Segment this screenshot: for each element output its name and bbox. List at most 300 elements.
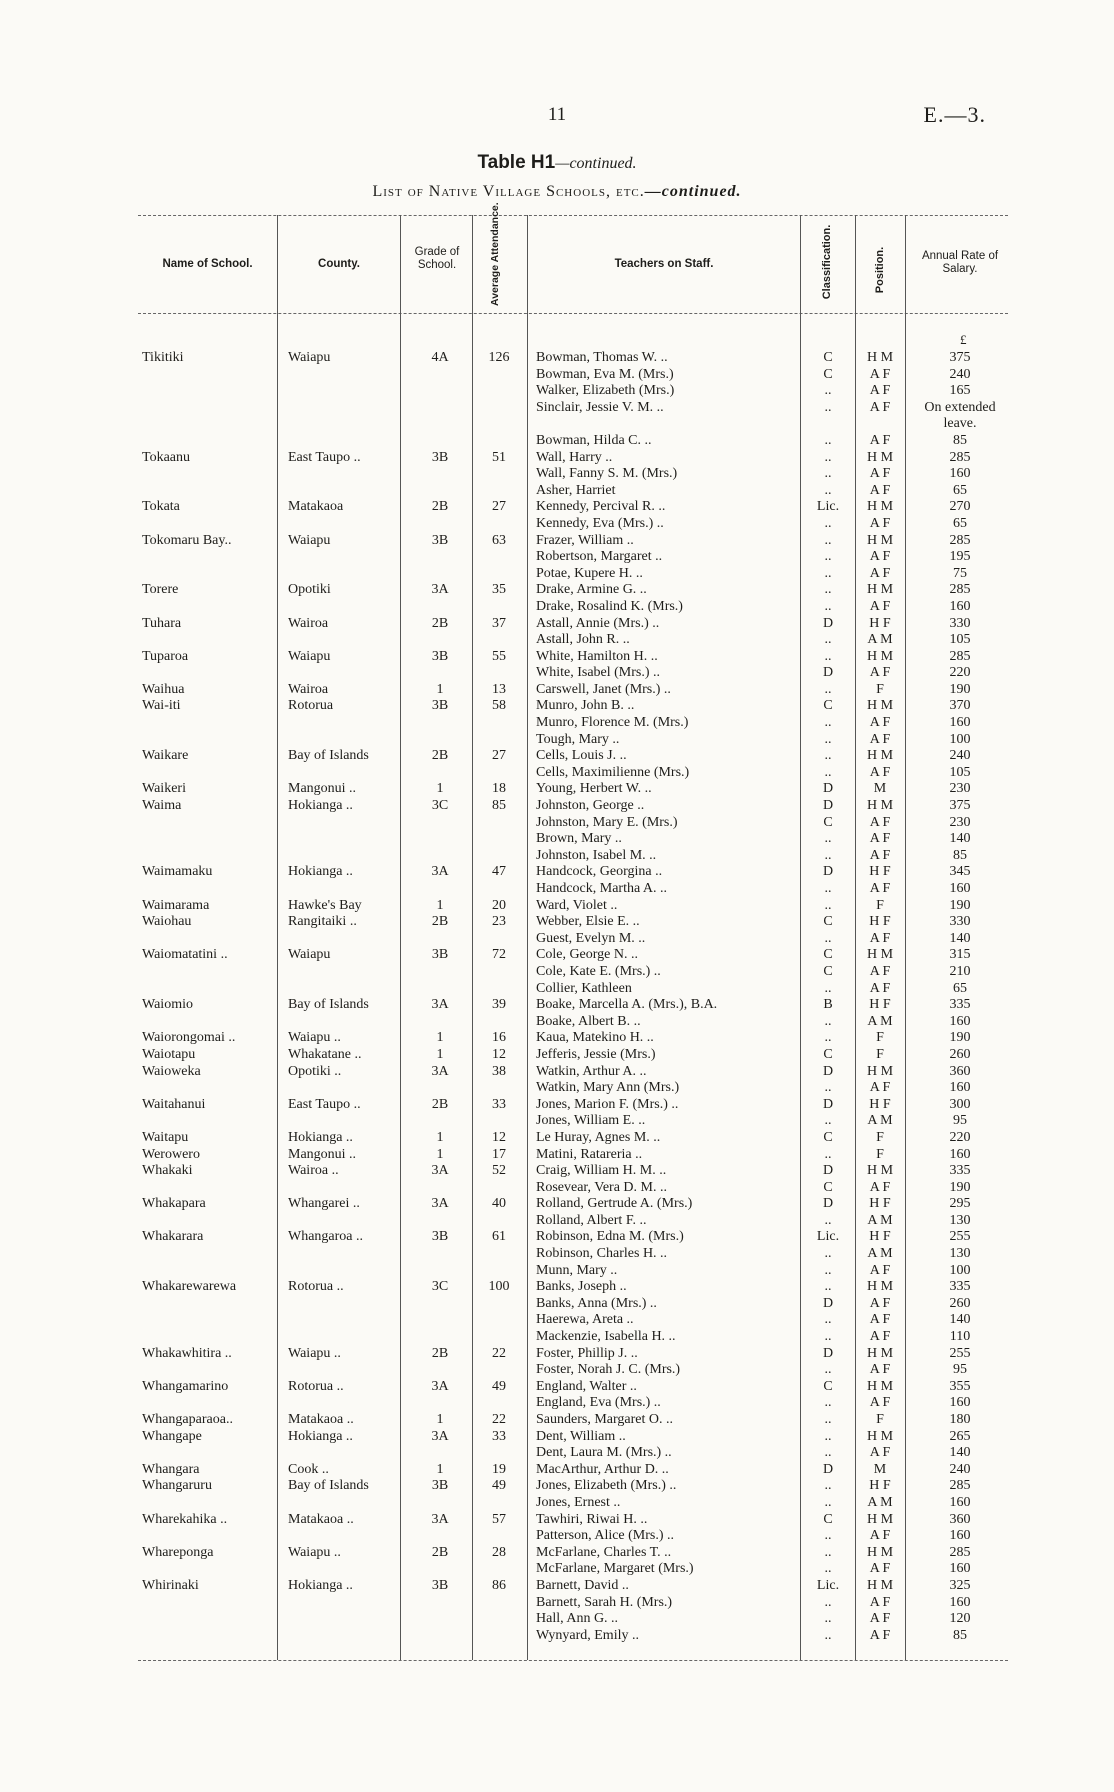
attendance: 40 (492, 1196, 506, 1212)
position: A F (869, 1395, 891, 1411)
salary-rate: 285 (949, 532, 971, 548)
classification: C (823, 947, 833, 963)
classification: D (822, 615, 834, 631)
attendance: 49 (492, 1378, 506, 1394)
table-row (0, 732, 1114, 749)
position: H M (866, 1378, 894, 1394)
teacher-name: Kennedy, Eva (Mrs.) .. (536, 515, 664, 531)
position: F (876, 1030, 884, 1046)
salary-rate: 65 (953, 980, 967, 996)
position: H F (869, 1196, 891, 1212)
school-name: Waiomatatini .. (142, 947, 228, 963)
classification: .. (824, 930, 832, 946)
county: Cook .. (288, 1461, 329, 1477)
salary-rate: 345 (949, 864, 971, 880)
teacher-name: Boake, Marcella A. (Mrs.), B.A. (536, 997, 718, 1013)
salary-rate: 195 (949, 549, 971, 565)
position: A F (869, 1611, 891, 1627)
position: A M (867, 1494, 893, 1510)
classification: .. (824, 1262, 832, 1278)
table-row (0, 1329, 1114, 1346)
position: H M (866, 1063, 894, 1079)
grade: 3B (431, 532, 449, 548)
table-row (0, 1030, 1114, 1047)
position: F (876, 1412, 884, 1427)
position: A F (869, 930, 891, 946)
classification: C (823, 1179, 833, 1195)
grade: 2B (431, 748, 449, 764)
table-row (0, 848, 1114, 865)
county: Hawke's Bay (288, 897, 362, 913)
table-row (0, 765, 1114, 782)
teacher-name: Haerewa, Areta .. (536, 1312, 634, 1328)
classification: D (822, 1163, 834, 1179)
county: Whangaroa .. (288, 1229, 364, 1245)
classification: .. (824, 1544, 832, 1560)
grade: 1 (436, 681, 444, 697)
salary-rate: 160 (949, 1013, 971, 1029)
table-row (0, 715, 1114, 732)
county: Mangonui .. (288, 1146, 357, 1162)
table-row (0, 383, 1114, 400)
salary-rate: 230 (949, 781, 971, 797)
table-row (0, 1611, 1114, 1628)
position: A F (869, 1362, 891, 1378)
attendance: 126 (488, 350, 510, 365)
table-row (0, 1379, 1114, 1396)
school-name: Whakarara (142, 1229, 204, 1245)
salary-rate: 85 (953, 1627, 967, 1643)
school-name: Waimarama (142, 897, 210, 913)
table-row (0, 1014, 1114, 1031)
county: Rangitaiki .. (288, 914, 357, 930)
classification: .. (824, 1611, 832, 1627)
header-school: Name of School. (162, 258, 253, 270)
header-classification: Classification. (821, 224, 833, 300)
position: H M (866, 449, 894, 465)
salary-rate: 190 (949, 1179, 971, 1195)
position: A F (869, 515, 891, 531)
salary-rate: 255 (949, 1229, 971, 1245)
header-county: County. (318, 258, 360, 270)
classification: D (822, 1063, 834, 1079)
classification: .. (824, 831, 832, 847)
table-row (0, 914, 1114, 931)
grade: 4A (431, 350, 449, 365)
attendance: 23 (492, 914, 506, 930)
county: Waiapu .. (288, 1345, 341, 1361)
attendance: 55 (492, 648, 506, 664)
salary-rate: 325 (949, 1577, 971, 1593)
school-name: Tikitiki (142, 350, 184, 365)
classification: .. (824, 1395, 832, 1411)
teacher-name: Astall, Annie (Mrs.) .. (536, 615, 660, 631)
teacher-name: Foster, Phillip J. .. (536, 1345, 638, 1361)
teacher-name: Banks, Anna (Mrs.) .. (536, 1295, 657, 1311)
position: A F (869, 980, 891, 996)
salary-rate: 360 (949, 1063, 971, 1079)
classification: C (823, 914, 833, 930)
teacher-name: Cells, Louis J. .. (536, 748, 627, 764)
salary-rate: 140 (949, 930, 971, 946)
county: Rotorua (288, 698, 334, 714)
table-row (0, 400, 1114, 417)
attendance: 63 (492, 532, 506, 548)
classification: D (822, 1196, 834, 1212)
county: Rotorua .. (288, 1279, 344, 1295)
table-bottom-rule (138, 1660, 1008, 1661)
position: H M (866, 798, 894, 814)
teacher-name: Collier, Kathleen (536, 980, 632, 996)
classification: .. (824, 1412, 832, 1427)
table-row (0, 1279, 1114, 1296)
attendance: 18 (492, 781, 506, 797)
attendance: 17 (492, 1146, 506, 1162)
classification: C (823, 1129, 833, 1145)
position: A F (869, 1329, 891, 1345)
school-name: Werowero (142, 1146, 200, 1162)
salary-rate: 355 (949, 1378, 971, 1394)
attendance: 27 (492, 748, 506, 764)
grade: 1 (436, 781, 444, 797)
grade: 3B (431, 1577, 449, 1593)
position: A F (869, 715, 891, 731)
county: Matakaoa .. (288, 1511, 354, 1527)
teacher-name: Young, Herbert W. .. (536, 781, 652, 797)
county: Waiapu (288, 947, 331, 963)
classification: .. (824, 449, 832, 465)
table-row (0, 1478, 1114, 1495)
teacher-name: Ward, Violet .. (536, 897, 618, 913)
grade: 2B (431, 1544, 449, 1560)
teacher-name: MacArthur, Arthur D. .. (536, 1461, 669, 1477)
teacher-name: Robinson, Edna M. (Mrs.) (536, 1229, 684, 1245)
position: A F (869, 1312, 891, 1328)
table-row (0, 781, 1114, 798)
table-row (0, 881, 1114, 898)
table-row (0, 1196, 1114, 1213)
position: A M (867, 1212, 893, 1228)
table-body (0, 350, 1114, 1644)
classification: .. (824, 1494, 832, 1510)
grade: 3C (431, 798, 449, 814)
table-title-main: Table H1 (477, 152, 556, 173)
teacher-name: Jefferis, Jessie (Mrs.) (536, 1046, 656, 1062)
grade: 3A (431, 1196, 449, 1212)
classification: .. (824, 515, 832, 531)
salary-rate: 140 (949, 1312, 971, 1328)
grade: 3B (431, 1478, 449, 1494)
table-row (0, 1561, 1114, 1578)
teacher-name: Barnett, Sarah H. (Mrs.) (536, 1594, 673, 1610)
table-row (0, 533, 1114, 550)
grade: 3B (431, 648, 449, 664)
attendance: 27 (492, 499, 506, 515)
classification: D (822, 798, 834, 814)
attendance: 13 (492, 681, 506, 697)
salary-rate: 265 (949, 1428, 971, 1444)
salary-rate: 230 (949, 814, 971, 830)
classification: .. (824, 1445, 832, 1461)
table-row (0, 1412, 1114, 1429)
salary-rate: 160 (949, 1146, 971, 1162)
position: F (876, 681, 884, 697)
teacher-name: Wynyard, Emily .. (536, 1627, 639, 1643)
salary-rate: 270 (949, 499, 971, 515)
grade: 1 (436, 1461, 444, 1477)
header-rate: Annual Rate of Salary. (921, 250, 999, 275)
classification: .. (824, 1113, 832, 1129)
position: H M (866, 582, 894, 598)
position: H M (866, 1345, 894, 1361)
grade: 3A (431, 582, 449, 598)
position: H M (866, 1577, 894, 1593)
grade: 3A (431, 1163, 449, 1179)
table-row (0, 1578, 1114, 1595)
table-subtitle-suffix: —continued. (644, 183, 742, 200)
table-row (0, 1097, 1114, 1114)
teacher-name: Sinclair, Jessie V. M. .. (536, 399, 664, 415)
teacher-name: Wall, Harry .. (536, 449, 613, 465)
classification: .. (824, 1561, 832, 1577)
salary-rate: 105 (949, 764, 971, 780)
county: Waiapu (288, 532, 331, 548)
salary-rate: 335 (949, 1163, 971, 1179)
attendance: 61 (492, 1229, 506, 1245)
teacher-name: Webber, Elsie E. .. (536, 914, 640, 930)
classification: .. (824, 1478, 832, 1494)
salary-rate: 100 (949, 1262, 971, 1278)
grade: 2B (431, 1096, 449, 1112)
salary-rate: 95 (953, 1113, 967, 1129)
attendance: 12 (492, 1046, 506, 1062)
position: H M (866, 1511, 894, 1527)
school-name: Waitahanui (142, 1096, 206, 1112)
table-row (0, 748, 1114, 765)
table-row (0, 1213, 1114, 1230)
grade: 1 (436, 1129, 444, 1145)
salary-rate: 95 (953, 1362, 967, 1378)
teacher-name: Munro, John B. .. (536, 698, 635, 714)
classification: .. (824, 648, 832, 664)
attendance: 47 (492, 864, 506, 880)
position: A F (869, 1295, 891, 1311)
classification: .. (824, 1146, 832, 1162)
school-name: Whangara (142, 1461, 200, 1477)
county: Hokianga .. (288, 864, 353, 880)
grade: 3A (431, 1511, 449, 1527)
teacher-name: Drake, Rosalind K. (Mrs.) (536, 598, 683, 614)
school-name: Whangaruru (142, 1478, 212, 1494)
salary-rate: 160 (949, 1080, 971, 1096)
position: A F (869, 731, 891, 747)
county: Bay of Islands (288, 997, 369, 1013)
school-name: Wharekahika .. (142, 1511, 228, 1527)
salary-rate: 140 (949, 831, 971, 847)
attendance: 20 (492, 897, 506, 913)
county: Wairoa .. (288, 1163, 339, 1179)
grade: 3A (431, 864, 449, 880)
teacher-name: Saunders, Margaret O. .. (536, 1412, 673, 1427)
attendance: 51 (492, 449, 506, 465)
position: A F (869, 432, 891, 448)
table-row (0, 483, 1114, 500)
salary-rate: 370 (949, 698, 971, 714)
table-row (0, 499, 1114, 516)
position: A F (869, 665, 891, 681)
county: East Taupo .. (288, 449, 361, 465)
table-row (0, 981, 1114, 998)
county: Hokianga .. (288, 1129, 353, 1145)
position: M (873, 1461, 887, 1477)
salary-rate: 285 (949, 1478, 971, 1494)
teacher-name: Brown, Mary .. (536, 831, 622, 847)
table-row (0, 450, 1114, 467)
classification: C (823, 814, 833, 830)
school-name: Wai-iti (142, 698, 181, 714)
school-name: Torere (142, 582, 179, 598)
teacher-name: Johnston, George .. (536, 798, 645, 814)
page-number: 11 (547, 104, 567, 125)
salary-rate: 160 (949, 715, 971, 731)
classification: D (822, 781, 834, 797)
county: Hokianga .. (288, 1577, 353, 1593)
classification: .. (824, 1594, 832, 1610)
header-top-rule (138, 215, 1008, 216)
table-row (0, 549, 1114, 566)
teacher-name: Kennedy, Percival R. .. (536, 499, 666, 515)
table-row (0, 997, 1114, 1014)
county: Opotiki .. (288, 1063, 342, 1079)
teacher-name: Bowman, Eva M. (Mrs.) (536, 366, 674, 382)
table-row (0, 898, 1114, 915)
county: Hokianga .. (288, 798, 353, 814)
position: F (876, 1046, 884, 1062)
grade: 3C (431, 1279, 449, 1295)
salary-rate: 130 (949, 1246, 971, 1262)
position: A F (869, 1561, 891, 1577)
classification: .. (824, 565, 832, 581)
table-row (0, 964, 1114, 981)
table-row (0, 1080, 1114, 1097)
table-row (0, 632, 1114, 649)
classification: D (822, 1461, 834, 1477)
salary-rate: 120 (949, 1611, 971, 1627)
position: A F (869, 764, 891, 780)
classification: .. (824, 1212, 832, 1228)
table-row (0, 1362, 1114, 1379)
classification: D (822, 1345, 834, 1361)
classification: B (823, 997, 833, 1013)
county: Whangarei .. (288, 1196, 360, 1212)
school-name: Whakawhitira .. (142, 1345, 232, 1361)
table-row (0, 599, 1114, 616)
grade: 3B (431, 1229, 449, 1245)
grade: 1 (436, 1146, 444, 1162)
teacher-name: Robinson, Charles H. .. (536, 1246, 668, 1262)
classification: .. (824, 582, 832, 598)
position: A F (869, 598, 891, 614)
salary-rate: 105 (949, 632, 971, 648)
school-name: Whangamarino (142, 1378, 229, 1394)
position: H M (866, 532, 894, 548)
table-row (0, 698, 1114, 715)
school-name: Waikeri (142, 781, 186, 797)
salary-rate: 110 (949, 1329, 971, 1345)
table-row (0, 1445, 1114, 1462)
header-teachers: Teachers on Staff. (614, 258, 714, 270)
teacher-name: Rosevear, Vera D. M. .. (536, 1179, 667, 1195)
grade: 3A (431, 1428, 449, 1444)
attendance: 52 (492, 1163, 506, 1179)
table-row (0, 616, 1114, 633)
header-grade: Grade of School. (414, 246, 460, 271)
teacher-name: Cole, George N. .. (536, 947, 638, 963)
teacher-name: Asher, Harriet (536, 482, 616, 498)
classification: C (823, 698, 833, 714)
salary-rate: 160 (949, 1561, 971, 1577)
salary-rate: 160 (949, 881, 971, 896)
salary-rate: 285 (949, 648, 971, 664)
position: H M (866, 1428, 894, 1444)
salary-rate: 335 (949, 1279, 971, 1295)
attendance: 28 (492, 1544, 506, 1560)
position: F (876, 897, 884, 913)
county: East Taupo .. (288, 1096, 361, 1112)
position: A M (867, 1113, 893, 1129)
table-row (0, 1064, 1114, 1081)
table-row (0, 1528, 1114, 1545)
grade: 3A (431, 1063, 449, 1079)
classification: .. (824, 980, 832, 996)
table-row (0, 1395, 1114, 1412)
teacher-name: McFarlane, Margaret (Mrs.) (536, 1561, 694, 1577)
classification: .. (824, 632, 832, 648)
table-subtitle-main: List of Native Village Schools, etc. (372, 183, 645, 200)
salary-rate: 220 (949, 665, 971, 681)
position: A F (869, 1080, 891, 1096)
teacher-name: Guest, Evelyn M. .. (536, 930, 646, 946)
attendance: 85 (492, 798, 506, 814)
teacher-name: Watkin, Mary Ann (Mrs.) (536, 1080, 680, 1096)
position: A M (867, 1246, 893, 1262)
teacher-name: Foster, Norah J. C. (Mrs.) (536, 1362, 681, 1378)
attendance: 37 (492, 615, 506, 631)
school-name: Waioweka (142, 1063, 201, 1079)
teacher-name: Johnston, Mary E. (Mrs.) (536, 814, 678, 830)
table-row (0, 566, 1114, 583)
classification: .. (824, 748, 832, 764)
grade: 3A (431, 1378, 449, 1394)
table-title-suffix: —continued. (555, 155, 637, 172)
school-name: Waiomio (142, 997, 193, 1013)
teacher-name: Rolland, Gertrude A. (Mrs.) (536, 1196, 693, 1212)
salary-rate: 160 (949, 1395, 971, 1411)
county: Matakaoa .. (288, 1412, 354, 1427)
attendance: 49 (492, 1478, 506, 1494)
attendance: 19 (492, 1461, 506, 1477)
salary-rate: 285 (949, 449, 971, 465)
grade: 1 (436, 1046, 444, 1062)
table-row (0, 815, 1114, 832)
salary-rate: 85 (953, 847, 967, 863)
teacher-name: Hall, Ann G. .. (536, 1611, 619, 1627)
county: Matakaoa (288, 499, 344, 515)
table-row (0, 1312, 1114, 1329)
salary-rate: 65 (953, 482, 967, 498)
classification: C (823, 1378, 833, 1394)
teacher-name: White, Hamilton H. .. (536, 648, 658, 664)
